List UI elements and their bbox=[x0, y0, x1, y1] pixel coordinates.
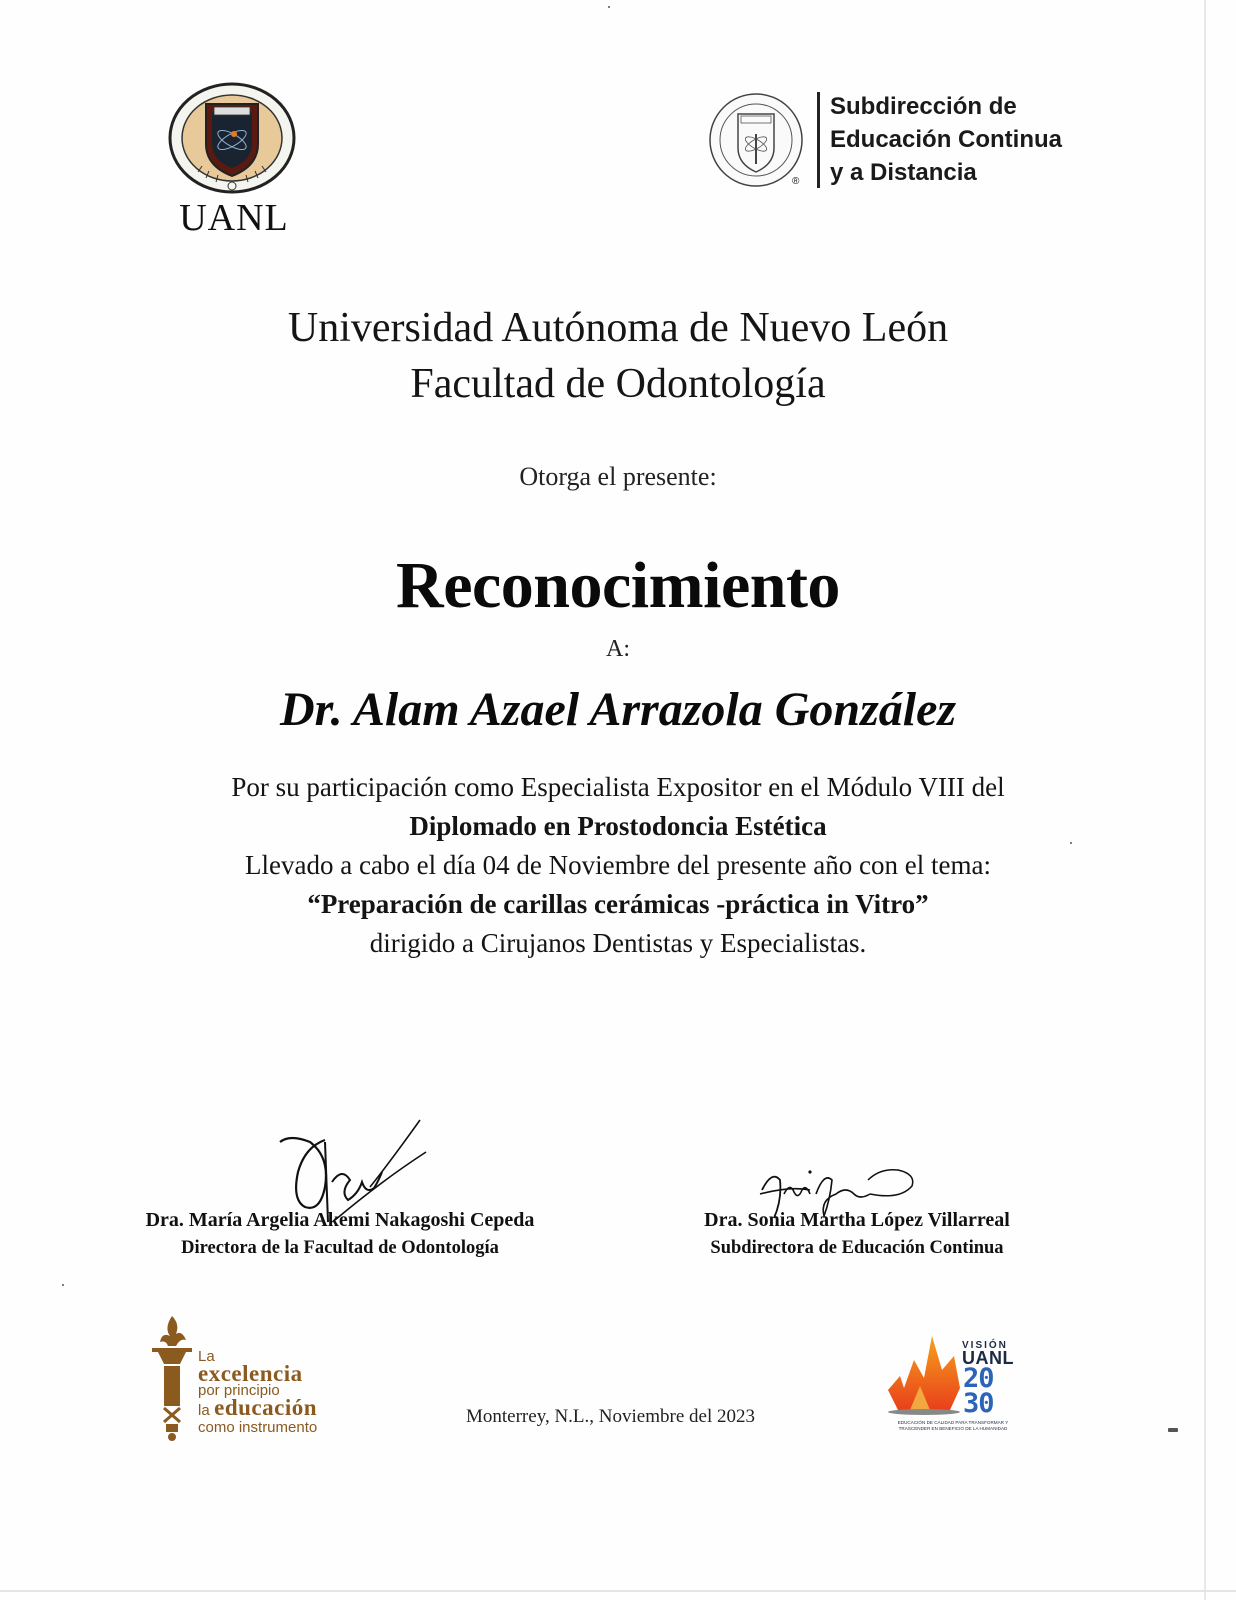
signatory-director bbox=[110, 1206, 570, 1262]
director-name: Dra. María Argelia Akemi Nakagoshi Cepeda bbox=[145, 1209, 535, 1231]
subdirector-name: Dra. Sonia Martha López Villarreal bbox=[704, 1209, 1010, 1231]
motto-line-4-main: educación bbox=[214, 1395, 318, 1420]
institution-heading bbox=[0, 300, 1236, 412]
scan-speck bbox=[1070, 842, 1072, 844]
intro-text: Otorga el presente: bbox=[519, 462, 717, 491]
vision-tagline: EDUCACIÓN DE CALIDAD PARA TRANSFORMAR Y TRASCENDER EN BENEFICIO DE LA HUMANIDAD bbox=[897, 1420, 1009, 1431]
participation-line: Por su participación como Especialista Expositor en el Módulo VIII del bbox=[231, 772, 1005, 802]
recipient-name: Dr. Alam Azael Arrazola González bbox=[279, 683, 957, 736]
scan-edge-bottom bbox=[0, 1590, 1236, 1592]
flame-icon bbox=[880, 1330, 970, 1420]
registered-mark: ® bbox=[792, 176, 800, 187]
uanl-seal-logo bbox=[168, 82, 296, 194]
topic-line: “Preparación de carillas cerámicas -práctica in Vitro” bbox=[307, 889, 929, 919]
university-name: Universidad Autónoma de Nuevo León bbox=[287, 305, 949, 351]
department-line-2: Educación Continua bbox=[830, 126, 1063, 153]
date-line: Llevado a cabo el día 04 de Noviembre del presente año con el tema: bbox=[245, 850, 991, 880]
torch-icon bbox=[150, 1314, 194, 1442]
header-divider bbox=[817, 92, 820, 188]
scan-speck bbox=[1168, 1428, 1178, 1432]
place-date: Monterrey, N.L., Noviembre del 2023 bbox=[466, 1406, 755, 1427]
vision-uanl-label: UANL bbox=[962, 1348, 1014, 1368]
certificate-body bbox=[0, 768, 1236, 963]
motto-line-4-prefix: la bbox=[198, 1402, 210, 1419]
scan-speck bbox=[608, 6, 610, 8]
vision-label: VISIÓN bbox=[962, 1340, 1008, 1351]
director-role: Directora de la Facultad de Odontología bbox=[181, 1238, 499, 1258]
department-title bbox=[830, 90, 1062, 189]
uanl-logo-text: UANL bbox=[179, 197, 289, 239]
subdirector-role: Subdirectora de Educación Continua bbox=[710, 1238, 1004, 1258]
motto-line-1: La bbox=[198, 1348, 215, 1365]
motto-line-5: como instrumento bbox=[198, 1419, 318, 1436]
vision-year bbox=[963, 1363, 994, 1419]
to-label: A: bbox=[606, 636, 630, 662]
vision-year-bottom: 30 bbox=[963, 1388, 994, 1419]
odontologia-seal-logo bbox=[708, 92, 804, 188]
faculty-name: Facultad de Odontología bbox=[410, 361, 826, 407]
program-line: Diplomado en Prostodoncia Estética bbox=[409, 811, 827, 841]
motto-line-2: excelencia bbox=[198, 1361, 303, 1386]
vision-year-top: 20 bbox=[963, 1363, 994, 1394]
scan-speck bbox=[62, 1284, 64, 1286]
motto-text bbox=[198, 1348, 317, 1436]
department-line-1: Subdirección de bbox=[830, 93, 1017, 120]
motto-line-3: por principio bbox=[198, 1382, 280, 1399]
certificate-title: Reconocimiento bbox=[396, 549, 840, 622]
signatory-subdirector bbox=[672, 1206, 1042, 1262]
department-line-3: y a Distancia bbox=[830, 159, 977, 186]
audience-line: dirigido a Cirujanos Dentistas y Especialistas. bbox=[369, 928, 867, 958]
